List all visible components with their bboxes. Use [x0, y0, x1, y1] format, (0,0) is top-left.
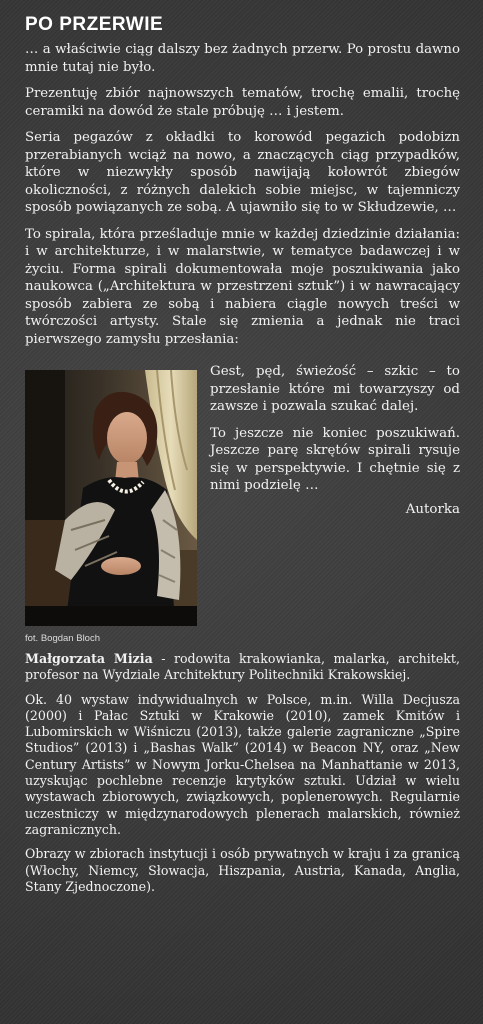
page-title: PO PRZERWIE [25, 14, 164, 35]
bio-paragraph-2: Ok. 40 wystaw indywidualnych w Polsce, m.in. Willa Decjusza (2000) i Pałac Sztuki w Krakowie (2010), zamek Kmitów i Lubomirskich w Wiśniczu (2013), także galerie zagraniczne „Spire Studios” (2013) i „Bashas Walk” (2014) w Beacon NY, oraz „New Century Artists” w Nowym Jorku-Chelsea na Manhattanie w 2013, uzyskując pochlebne recenzje krytyków sztuki. Udział w wielu wystawach zbiorowych, związkowych, poplenerowych. Regularnie uczestniczy w międzynarodowych plenerach malarskich, również zagranicznych. [25, 691, 460, 837]
bio-paragraph-3: Obrazy w zbiorach instytucji i osób prywatnych w kraju i za granicą (Włochy, Niemcy, Słowacja, Hiszpania, Austria, Kanada, Anglia, Stany Zjednoczone). [25, 846, 460, 894]
quote-paragraph-1: Gest, pęd, świeżość – szkic – to przesłanie które mi towarzyszy od zawsze i pozwala szukać dalej. [210, 364, 460, 414]
signature: Autorka [405, 501, 460, 517]
bio-paragraph-1 [25, 651, 460, 684]
bio-intro-text: - rodowita krakowianka, malarka, architekt, profesor na Wydziale Architektury Politechniki Krakowskiej. [25, 651, 460, 683]
intro-paragraph-4: To spirala, która prześladuje mnie w każdej dziedzinie działania: i w architekturze, i w malarstwie, w tematyce badawczej i w życiu. Forma spirali dokumentowała moje poszukiwania jako naukowca („Architektura w przestrzeni sztuk”) i w nawracający sposób zabiera ze sobą i nabiera ciągle nowych treści w twórczości artysty. Stale się zmienia a jednak nie traci pierwszego zamysłu przesłania: [25, 226, 460, 347]
quote-column [210, 363, 460, 517]
intro-paragraph-1: … a właściwie ciąg dalszy bez żadnych przerw. Po prostu dawno mnie tutaj nie było. [25, 42, 460, 75]
photo-and-quote-section [25, 363, 460, 651]
intro-section [25, 41, 460, 348]
page-content [25, 14, 460, 903]
biography-section [25, 651, 460, 895]
portrait-illustration [25, 370, 197, 626]
intro-paragraph-3: Seria pegazów z okładki to korowód pegazich podobizn przerabianych wciąż na nowo, a znaczących ciąg przypadków, które w niezwykły sposób nawijają kołowrót zbiegów okoliczności, z różnych dalekich sobie miejsc, w tajemniczy sposób powiązanych ze sobą. A ujawniło się to w Skłudzewie, … [25, 130, 460, 215]
photo-caption: fot. Bogdan Bloch [25, 633, 100, 644]
intro-paragraph-2: Prezentuję zbiór najnowszych tematów, trochę emalii, trochę ceramiki na dowód że stale próbuję … i jestem. [25, 86, 460, 119]
artist-name: Małgorzata Mizia [25, 651, 153, 666]
author-portrait-photo [25, 370, 197, 626]
quote-paragraph-2: To jeszcze nie koniec poszukiwań. Jeszcze parę skrętów spirali rysuje się w perspektywie. I chętnie się z nimi podzielę … [210, 425, 460, 493]
